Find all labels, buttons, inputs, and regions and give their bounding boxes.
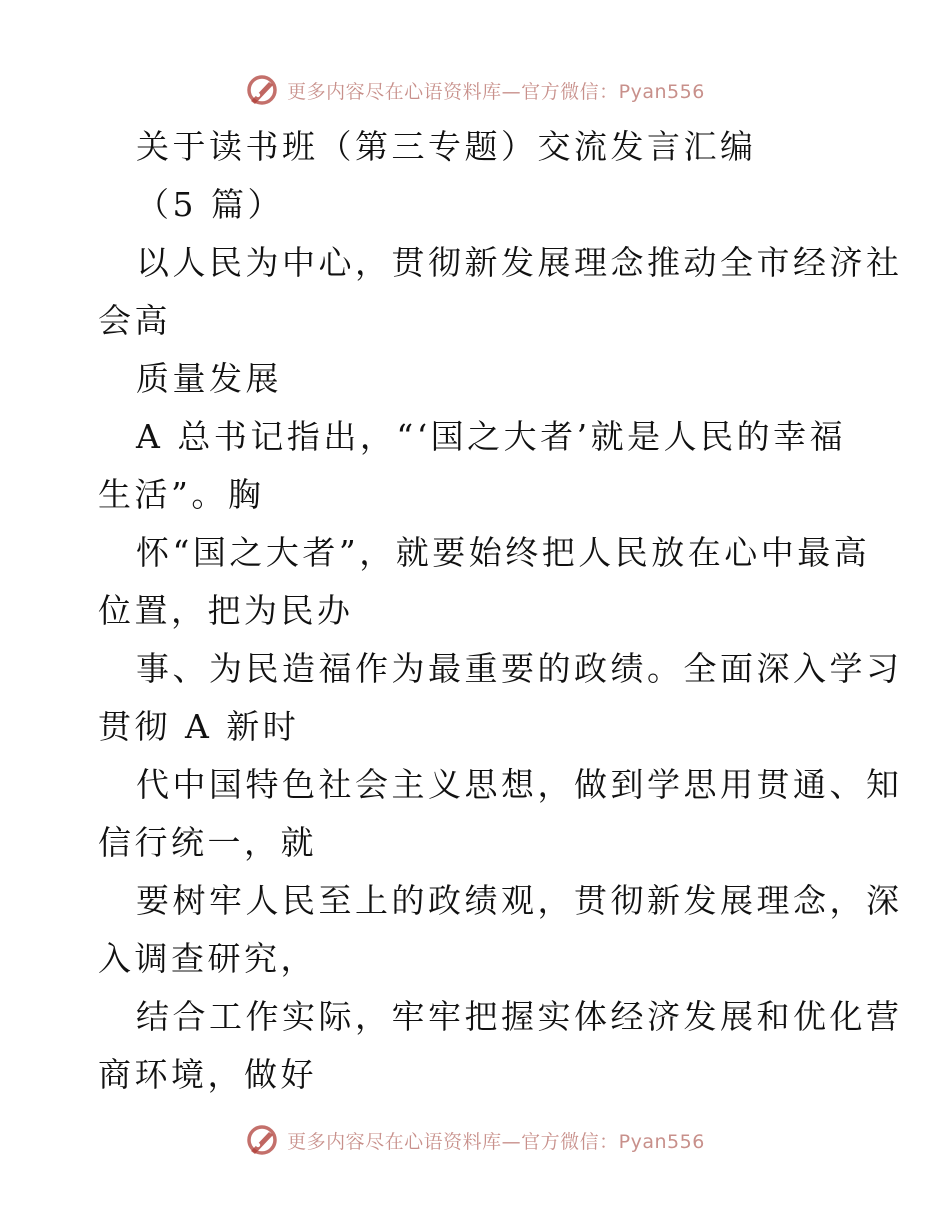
document-title: 关于读书班（第三专题）交流发言汇编 bbox=[136, 127, 757, 166]
pen-in-circle-icon bbox=[245, 73, 279, 107]
paragraph-line: 入调查研究， bbox=[98, 939, 317, 978]
paragraph-line: A 总书记指出，“‘国之大者’就是人民的幸福 bbox=[136, 417, 847, 456]
paragraph-line: 质量发展 bbox=[136, 359, 282, 398]
pen-in-circle-icon bbox=[245, 1123, 279, 1157]
footer-watermark bbox=[0, 1120, 950, 1160]
paragraph-line: 会高 bbox=[98, 301, 171, 340]
paragraph-line: 事、为民造福作为最重要的政绩。全面深入学习 bbox=[136, 649, 903, 688]
paragraph-lines bbox=[98, 234, 903, 1104]
watermark-text: 更多内容尽在心语资料库—官方微信：Pyan556 bbox=[287, 80, 705, 103]
paragraph-line: 要树牢人民至上的政绩观，贯彻新发展理念，深 bbox=[136, 881, 903, 920]
paragraph-line: 结合工作实际，牢牢把握实体经济发展和优化营 bbox=[136, 997, 903, 1036]
document-subtitle: （5 篇） bbox=[136, 185, 284, 224]
paragraph-line: 生活”。胸 bbox=[98, 475, 265, 514]
paragraph-line: 怀“国之大者”，就要始终把人民放在心中最高 bbox=[136, 533, 871, 572]
paragraph-line: 商环境，做好 bbox=[98, 1055, 317, 1094]
watermark-text: 更多内容尽在心语资料库—官方微信：Pyan556 bbox=[287, 1130, 705, 1153]
paragraph-line: 贯彻 A 新时 bbox=[98, 707, 300, 746]
paragraph-line: 以人民为中心，贯彻新发展理念推动全市经济社 bbox=[136, 243, 903, 282]
header-watermark bbox=[0, 70, 950, 110]
document-body bbox=[98, 118, 903, 1104]
paragraph-line: 代中国特色社会主义思想，做到学思用贯通、知 bbox=[136, 765, 903, 804]
paragraph-line: 位置，把为民办 bbox=[98, 591, 354, 630]
paragraph-line: 信行统一，就 bbox=[98, 823, 317, 862]
